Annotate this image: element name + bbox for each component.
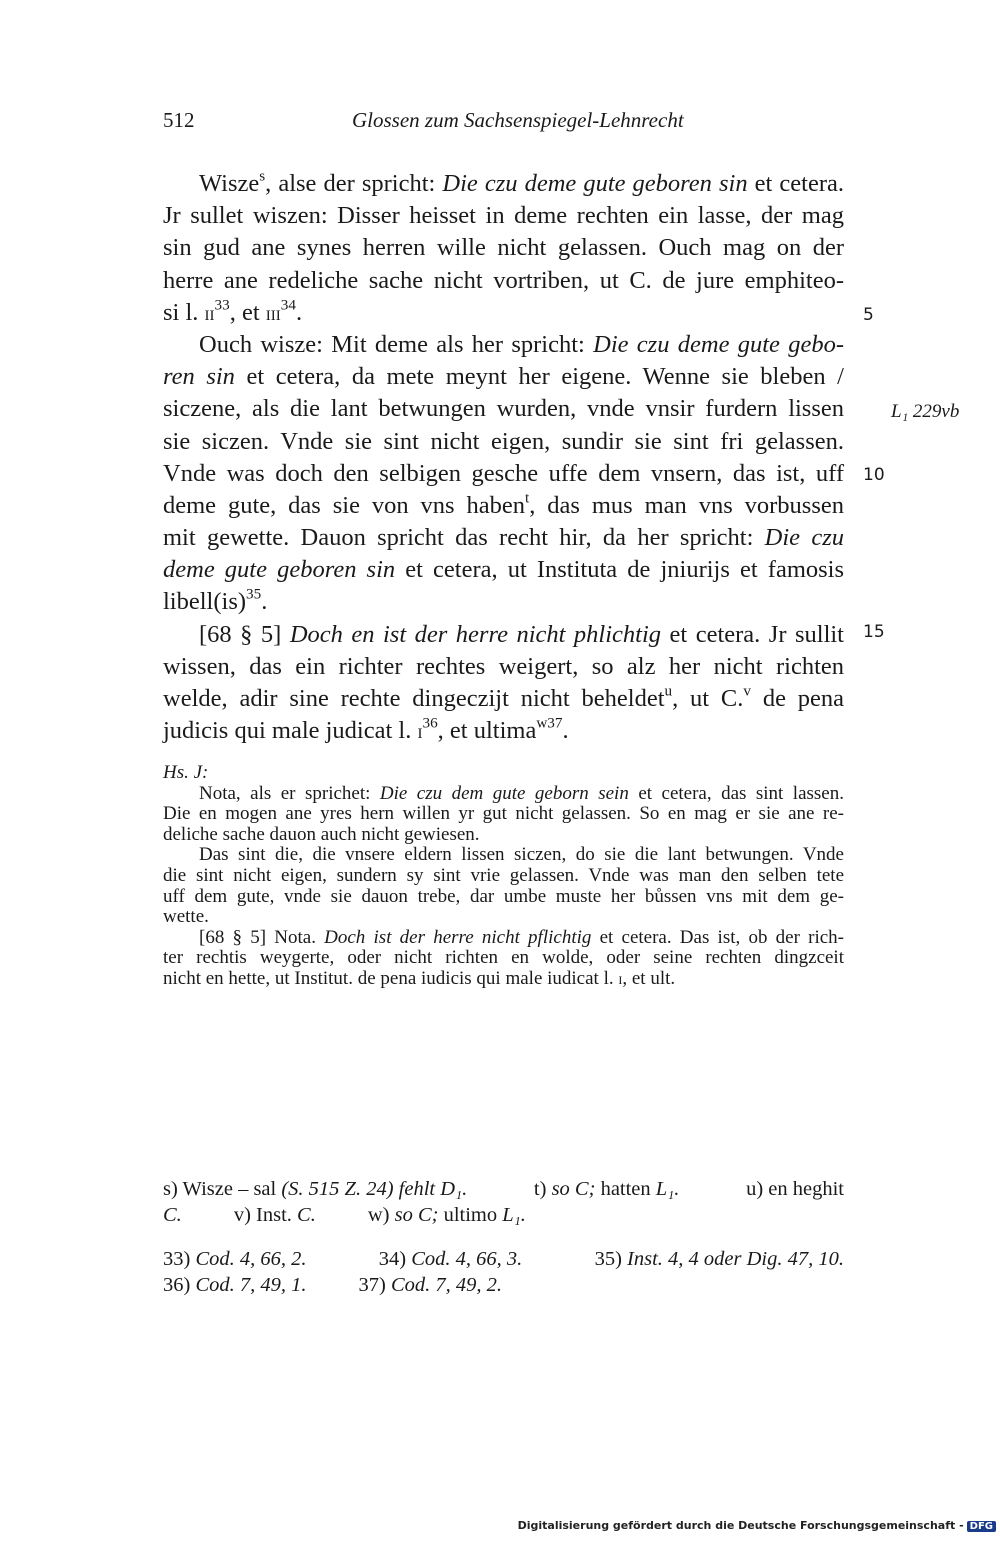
text-line: die sint nicht eigen, sundern sy sint vrie gelassen. Vnde was man den selben tete: [163, 864, 844, 886]
footnote: 36) Cod. 7, 49, 1.: [163, 1274, 307, 1296]
apparatus-row: [163, 1176, 844, 1202]
text-line: si l. $ii^{33}$, et iii$^{34}$.: [163, 296, 303, 326]
text-line: wette.: [163, 906, 209, 928]
text-line: Ouch wisze: Mit deme als her spricht: Die czu deme gute gebo-: [199, 330, 844, 358]
source-footnotes: [163, 1246, 844, 1298]
text-line: deliche sache dauon auch nicht gewiesen.: [163, 823, 480, 845]
text-line: Wisze$^s$, alse der spricht: Die czu deme gute geboren sin et cetera.: [199, 167, 844, 197]
footnote: 33) Cod. 4, 66, 2.: [163, 1248, 307, 1270]
footnote: 35) Inst. 4, 4 oder Dig. 47, 10.: [594, 1248, 844, 1270]
text-line: ter rechtis weygerte, oder nicht richten en wolde, oder seine rechten dingzceit: [163, 947, 844, 969]
text-line: Jr sullet wiszen: Disser heisset in deme rechten ein lasse, der mag: [163, 202, 844, 230]
page-number: 512: [163, 108, 195, 132]
apparatus-row: [163, 1202, 844, 1228]
text-line: herre ane redeliche sache nicht vortriben, ut C. de jure emphiteo-: [163, 266, 844, 294]
apparatus-note: s) Wisze – sal (S. 515 Z. 24) fehlt D₁.: [163, 1178, 468, 1200]
apparatus-note: C.: [163, 1204, 182, 1226]
text-line: libell(is)$^{35}$.: [163, 585, 268, 616]
line-number: 5: [863, 305, 874, 325]
running-title: Glossen zum Sachsenspiegel-Lehnrecht: [352, 108, 684, 132]
text-line: uff dem gute, vnde sie dauon trebe, dar umbe muste her bůssen vns mit dem ge-: [163, 885, 844, 907]
text-line: judicis qui male judicat l. $i^{36}$, et ultima$^{w37}$.: [163, 714, 569, 745]
footnote: 37) Cod. 7, 49, 2.: [358, 1274, 503, 1296]
apparatus-note: u) en heghit: [746, 1178, 844, 1200]
footnote: 34) Cod. 4, 66, 3.: [378, 1248, 523, 1270]
text-line: deme gute geboren sin et cetera, ut Instituta de jniurijs et famosis: [163, 556, 844, 584]
credit-text: Digitalisierung gefördert durch die Deutsche Forschungsgemeinschaft -: [517, 1519, 964, 1532]
digitization-credit: [518, 1519, 996, 1532]
apparatus-note: w) so C; ultimo L₁.: [367, 1204, 526, 1226]
text-line: [68 § 5] Nota. Doch ist der herre nicht pflichtig et cetera. Das ist, ob der rich-: [199, 926, 844, 948]
text-line: sie siczen. Vnde sie sint nicht eigen, sundir sie sint fri gelassen.: [163, 427, 844, 455]
text-line: Nota, als er sprichet: Die czu dem gute geborn sein et cetera, das sint lassen.: [199, 782, 844, 804]
apparatus-note: v) Inst. C.: [233, 1204, 316, 1226]
margin-note: L₁ 229vb: [891, 401, 960, 422]
main-text: [163, 168, 844, 747]
line-number: 15: [863, 622, 885, 642]
text-line: sin gud ane synes herren wille nicht gelassen. Ouch mag on der: [163, 234, 844, 262]
footnote-row: [163, 1246, 844, 1272]
footnote-row: [163, 1272, 844, 1298]
variant-text: [163, 763, 844, 990]
text-line: deme gute, das sie von vns haben$^t$, das mus man vns vorbussen: [163, 489, 844, 519]
text-line: welde, adir sine rechte dingeczijt nicht beheldet$^u$, ut C.$^v$ de pena: [163, 682, 845, 712]
variant-label: Hs. J:: [163, 762, 209, 783]
text-line: wissen, das ein richter rechtes weigert, so alz her nicht richten: [163, 652, 844, 680]
critical-apparatus: [163, 1176, 844, 1228]
text-line: Die en mogen ane yres hern willen yr gut nicht gelassen. So en mag er sie ane re-: [163, 803, 844, 825]
text-line: siczene, als die lant betwungen wurden, vnde vnsir furdern lissen: [163, 395, 844, 423]
text-line: Das sint die, die vnsere eldern lissen siczen, do sie die lant betwungen. Vnde: [199, 844, 844, 866]
text-line: ren sin et cetera, da mete meynt her eigene. Wenne sie bleben /: [163, 363, 844, 391]
dfg-logo: DFG: [967, 1521, 996, 1532]
text-line: Vnde was doch den selbigen gesche uffe dem vnsern, das ist, uff: [163, 459, 844, 487]
apparatus-note: t) so C; hatten L₁.: [533, 1178, 680, 1200]
text-line: mit gewette. Dauon spricht das recht hir, da her spricht: Die czu: [163, 524, 844, 552]
text-line: nicht en hette, ut Institut. de pena iudicis qui male iudicat l. i, et ult.: [163, 967, 676, 989]
text-line: [68 § 5] Doch en ist der herre nicht phlichtig et cetera. Jr sullit: [199, 620, 844, 648]
line-number: 10: [863, 465, 885, 485]
